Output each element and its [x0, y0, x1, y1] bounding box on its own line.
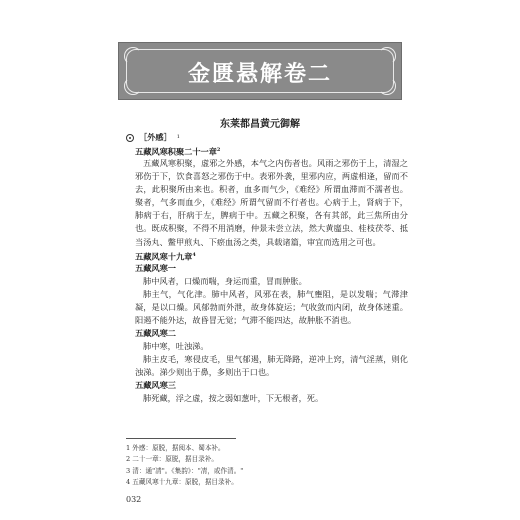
- footnote-ref: 2: [216, 147, 221, 153]
- page-number: 032: [126, 495, 142, 504]
- subsection-title: 五藏风寒三: [135, 380, 176, 391]
- commentary-paragraph: 五藏风寒积聚，虚邪之外感，本气之内伤者也。风雨之邪伤于上，清湿之邪伤于下，饮食喜怒之邪伤于中。表邪外袭，里邪内应，两虚相逢，留而不去，此积聚所由来也。积者，血多而气少，《难经》所谓血滞而不濡者也。聚者，气多而血少，《难经》所谓气留而不行者也。心病于上，肾病于下，肺病于右，肝病于左，脾病于中。五藏之积聚，各有其部，此三焦所由分也。既成积聚，不得不用消磨，仲景未尝立法，然大黄䗪虫、桂枝茯苓、抵当汤丸、鳖甲煎丸、下瘀血汤之类，具载诸篇，审宜而选用之可也。: [135, 158, 408, 247]
- section-heading: [126, 131, 408, 144]
- title-banner: [118, 42, 402, 100]
- classic-text: 肺中寒，吐浊涕。: [143, 341, 209, 352]
- footnote: 1 外感：原脱，据阅本、蜀本补。: [126, 444, 225, 452]
- subsection-title: 五藏风寒二: [135, 328, 176, 339]
- chapter-title: [126, 249, 408, 262]
- classic-text: 肺中风者，口燥而喘，身运而重，冒而肿胀。: [143, 275, 307, 286]
- subsection-title: 五藏风寒一: [135, 262, 176, 273]
- footnote: 3 清：通"凊"。《集韵》："凊，或作清。": [126, 466, 244, 475]
- commentary-paragraph: 肺主气，气化津。肺中风者，风邪在表，肺气壅阻，是以发喘；气滞津凝，是以口燥。风郁勃而外泄，故身体旋运；气收敛而内闭，故身体迷重。阳遏不能外达，故昏冒无觉；气滞不能四达，故肿胀不消也。: [135, 288, 408, 325]
- commentary-paragraph: 肺主皮毛，寒侵皮毛，里气郁遏，肺无降路，逆冲上窍，清气淫蒸，则化浊涕。涕少则出于鼻，多则出于口也。: [135, 354, 408, 378]
- classic-text: 肺死藏，浮之虚，按之弱如葱叶，下无根者，死。: [143, 393, 324, 404]
- chapter-title-text: 五藏风寒十九章: [135, 251, 193, 262]
- footnotes: [126, 443, 406, 489]
- circle-bullet-icon: [126, 134, 134, 142]
- section-label: ［外感］: [139, 131, 172, 142]
- footnote: 2 二十一章：原脱，据目录补。: [126, 455, 219, 464]
- author-line: 东莱都昌黄元御解: [220, 119, 300, 130]
- chapter-title: [126, 144, 408, 157]
- footnote-ref: 4: [192, 251, 196, 258]
- footnote-ref: 1: [176, 133, 180, 140]
- main-text: [126, 131, 408, 405]
- chapter-title-text: 五藏风寒积聚二十一章: [135, 146, 217, 157]
- footnote-divider: [126, 438, 236, 439]
- volume-title: 金匮悬解卷二: [187, 61, 332, 87]
- footnote: 4 五藏风寒十九章：原脱，据目录补。: [126, 478, 238, 487]
